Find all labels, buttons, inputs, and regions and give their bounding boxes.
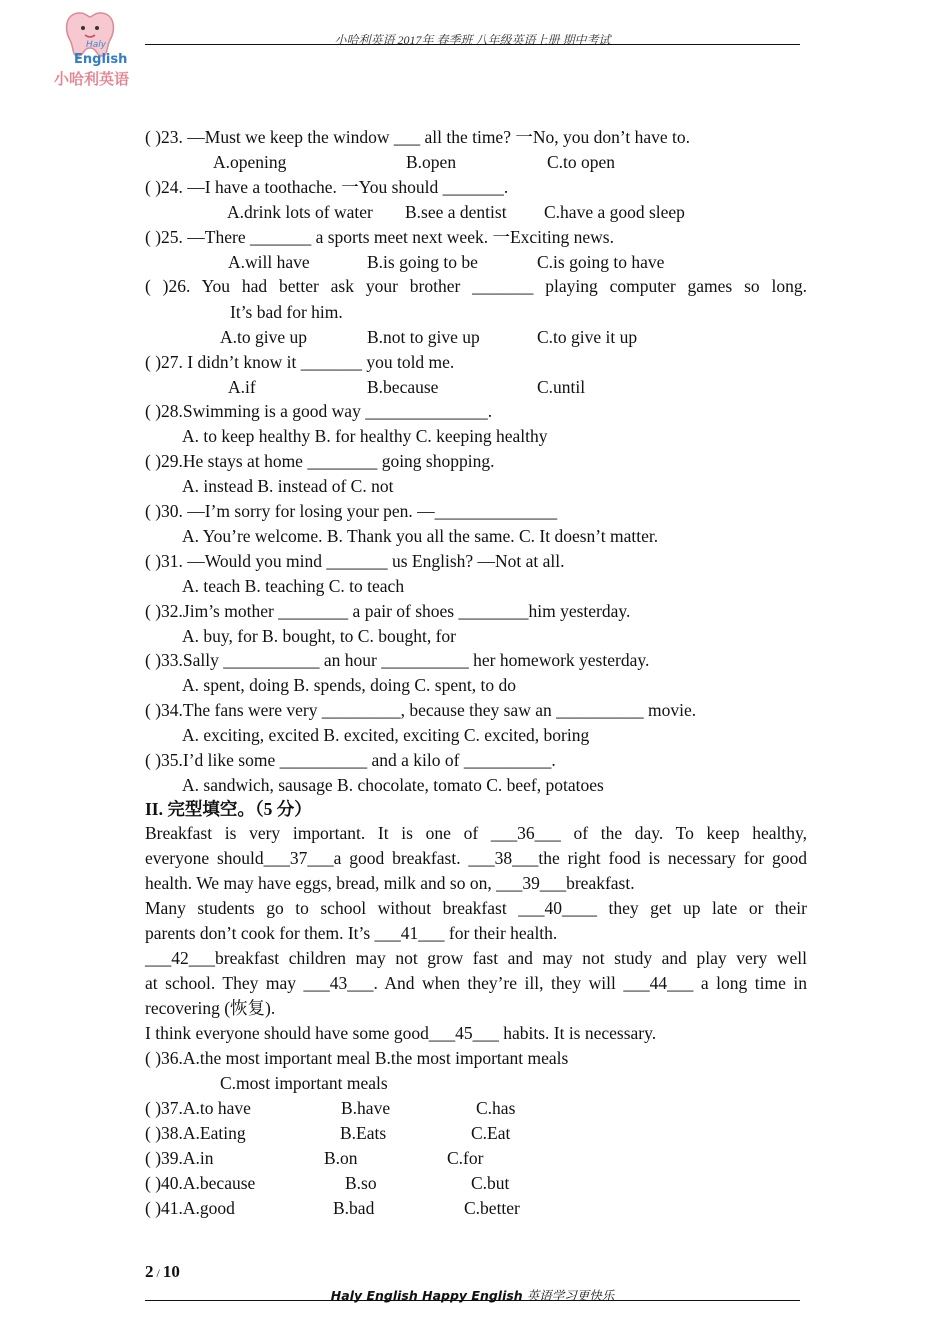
q40-option-b: B.so (345, 1173, 377, 1193)
q36-option-c: C.most important meals (220, 1073, 388, 1093)
q39-option-c: C.for (447, 1148, 484, 1168)
page-header: 小哈利英语 2017年 春季班 八年级英语上册 期中考试 (334, 33, 611, 47)
q26-option-b: B.not to give up (367, 327, 480, 347)
q23-option-a: A.opening (213, 152, 287, 172)
q41-option-b: B.bad (333, 1198, 375, 1218)
question-28: ( )28.Swimming is a good way ______________. (145, 401, 493, 421)
question-31: ( )31. —Would you mind _______ us English? —Not at all. (145, 551, 565, 571)
question-26: ( )26. You had better ask your brother _______ playing computer games so long. (145, 276, 807, 296)
question-25: ( )25. —There _______ a sports meet next week. 一Exciting news. (145, 227, 614, 247)
passage-line-6: ___42___breakfast children may not grow fast and may not study and play very well (145, 948, 807, 968)
q25-option-c: C.is going to have (537, 252, 665, 272)
header-rule (145, 44, 800, 45)
q27-option-b: B.because (367, 377, 439, 397)
q35-options: A. sandwich, sausage B. chocolate, tomato C. beef, potatoes (182, 775, 604, 795)
page-number (145, 1262, 180, 1282)
q29-options: A. instead B. instead of C. not (182, 476, 394, 496)
q27-option-a: A.if (228, 377, 256, 397)
question-34: ( )34.The fans were very _________, because they saw an __________ movie. (145, 700, 697, 720)
q26-option-c: C.to give it up (537, 327, 638, 347)
question-29: ( )29.He stays at home ________ going shopping. (145, 451, 495, 471)
page-total: 10 (162, 1262, 180, 1281)
question-26-cont: It’s bad for him. (230, 302, 343, 322)
question-35: ( )35.I’d like some __________ and a kilo of __________. (145, 750, 556, 770)
question-32: ( )32.Jim’s mother ________ a pair of shoes ________him yesterday. (145, 601, 631, 621)
question-38: ( )38.A.Eating (145, 1123, 246, 1143)
logo-cn: 小哈利英语 (54, 70, 130, 88)
question-41: ( )41.A.good (145, 1198, 235, 1218)
question-40: ( )40.A.because (145, 1173, 256, 1193)
question-27: ( )27. I didn’t know it _______ you told me. (145, 352, 455, 372)
q24-option-a: A.drink lots of water (227, 202, 373, 222)
footer-rule (145, 1300, 800, 1301)
q40-option-c: C.but (471, 1173, 510, 1193)
question-37: ( )37.A.to have (145, 1098, 251, 1118)
footer-english: Haly English Happy English (330, 1288, 523, 1303)
q37-option-b: B.have (341, 1098, 391, 1118)
q31-options: A. teach B. teaching C. to teach (182, 576, 405, 596)
q26-option-a: A.to give up (220, 327, 308, 347)
question-30: ( )30. —I’m sorry for losing your pen. —______________ (145, 501, 558, 521)
passage-line-2: everyone should___37___a good breakfast. ___38___the right food is necessary for good (145, 848, 807, 868)
q30-options: A. You’re welcome. B. Thank you all the same. C. It doesn’t matter. (182, 526, 659, 546)
q32-options: A. buy, for B. bought, to C. bought, for (182, 626, 456, 646)
page-separator: / (153, 1266, 163, 1280)
q23-option-b: B.open (406, 152, 457, 172)
q28-options: A. to keep healthy B. for healthy C. keeping healthy (182, 426, 548, 446)
passage-line-3: health. We may have eggs, bread, milk and so on, ___39___breakfast. (145, 873, 635, 893)
footer-chinese: 英语学习更快乐 (522, 1288, 615, 1303)
passage-line-1: Breakfast is very important. It is one of ___36___ of the day. To keep healthy, (145, 823, 807, 843)
q41-option-c: C.better (464, 1198, 520, 1218)
q24-option-b: B.see a dentist (405, 202, 507, 222)
passage-line-9: I think everyone should have some good___45___ habits. It is necessary. (145, 1023, 657, 1043)
q24-option-c: C.have a good sleep (544, 202, 685, 222)
passage-line-4: Many students go to school without breakfast ___40____ they get up late or their (145, 898, 807, 918)
passage-line-7: at school. They may ___43___. And when they’re ill, they will ___44___ a long time in (145, 973, 807, 993)
question-36: ( )36.A.the most important meal B.the most important meals (145, 1048, 569, 1068)
logo (50, 8, 155, 88)
page-footer (145, 1286, 800, 1304)
question-39: ( )39.A.in (145, 1148, 214, 1168)
question-23: ( )23. —Must we keep the window ___ all the time? 一No, you don’t have to. (145, 127, 690, 147)
q25-option-a: A.will have (228, 252, 310, 272)
q34-options: A. exciting, excited B. excited, exciting C. excited, boring (182, 725, 590, 745)
q38-option-c: C.Eat (471, 1123, 511, 1143)
q37-option-c: C.has (476, 1098, 516, 1118)
passage-line-8: recovering (恢复). (145, 998, 276, 1018)
page-current: 2 (145, 1262, 154, 1281)
logo-haly: Haly (86, 40, 107, 50)
q33-options: A. spent, doing B. spends, doing C. spent, to do (182, 675, 516, 695)
logo-english: English (74, 52, 128, 67)
question-33: ( )33.Sally ___________ an hour __________ her homework yesterday. (145, 650, 650, 670)
q39-option-b: B.on (324, 1148, 358, 1168)
q27-option-c: C.until (537, 377, 586, 397)
q23-option-c: C.to open (547, 152, 616, 172)
q25-option-b: B.is going to be (367, 252, 478, 272)
q38-option-b: B.Eats (340, 1123, 387, 1143)
passage-line-5: parents don’t cook for them. It’s ___41___ for their health. (145, 923, 558, 943)
section-2-title: II. 完型填空。（5 分） (145, 799, 312, 819)
question-24: ( )24. —I have a toothache. 一You should _______. (145, 177, 509, 197)
